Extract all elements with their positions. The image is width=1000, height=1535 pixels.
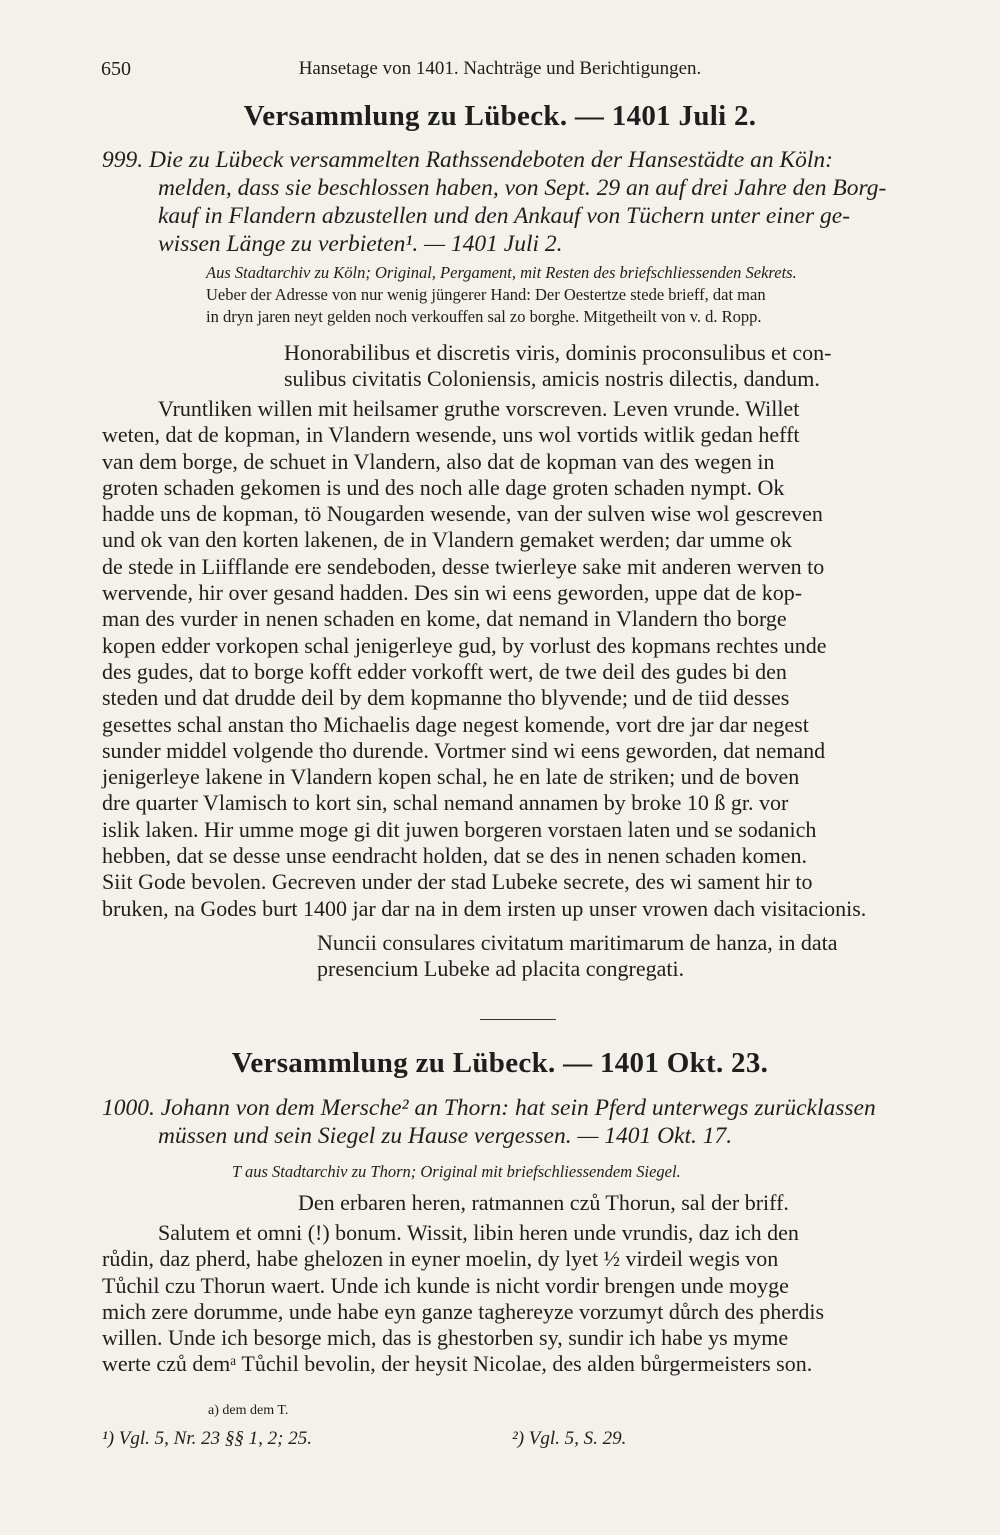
- regest-line: kauf in Flandern abzustellen und den Ankauf von Tüchern unter einer ge-: [158, 203, 851, 229]
- letter-body-1000: [102, 1220, 906, 1378]
- source-line: in dryn jaren neyt gelden noch verkouffen sal zo borghe. Mitgetheilt von v. d. Ropp.: [206, 307, 762, 326]
- body-line: sunder middel volgende tho durende. Vortmer sind wi eens geworden, dat nemand: [102, 737, 826, 763]
- body-line: kopen edder vorkopen schal jenigerleye gud, by vorlust des kopmans rechtes unde: [102, 632, 827, 658]
- body-line: Salutem et omni (!) bonum. Wissit, libin heren unde vrundis, daz ich den: [158, 1220, 799, 1245]
- body-line: steden und dat drudde deil by dem kopmanne tho blyvende; und de tiid desses: [102, 685, 790, 711]
- address-line: sulibus civitatis Coloniensis, amicis nostris dilectis, dandum.: [284, 366, 820, 392]
- body-line: groten schaden gekomen is und des noch alle dage groten schaden nympt. Ok: [102, 474, 785, 500]
- letter-body-999: [102, 396, 906, 922]
- source-line: Aus Stadtarchiv zu Köln; Original, Pergament, mit Resten des briefschliessenden Sekrets.: [206, 263, 797, 282]
- source-line: T aus Stadtarchiv zu Thorn; Original mit briefschliessendem Siegel.: [232, 1162, 681, 1181]
- address-999: [102, 340, 906, 393]
- body-line: willen. Unde ich besorge mich, das is ghestorben sy, sundir ich habe ys myme: [102, 1325, 789, 1351]
- footnote-2: ²) Vgl. 5, S. 29.: [512, 1428, 627, 1449]
- body-line: man des vurder in nenen schaden en kome, dat nemand in Vlandern tho borge: [102, 606, 787, 632]
- address-line: Den erbaren heren, ratmannen czů Thorun, sal der briff.: [298, 1190, 789, 1215]
- source-note-1000: [232, 1161, 906, 1183]
- running-title: Hansetage von 1401. Nachträge und Berichtigungen.: [298, 58, 702, 79]
- section-heading-2: Versammlung zu Lübeck. — 1401 Okt. 23.: [231, 1047, 769, 1079]
- body-line: weten, dat de kopman, in Vlandern wesende, uns wol vortids witlik gedan hefft: [102, 422, 800, 448]
- body-line: islik laken. Hir umme moge gi dit juwen borgeren vorstaen laten und se sodanich: [102, 816, 817, 842]
- body-line: hadde uns de kopman, tö Nougarden wesende, van der sulven wise wol gescreven: [102, 501, 823, 527]
- regest-line: wissen Länge zu verbieten¹. — 1401 Juli 2.: [158, 231, 563, 257]
- body-line: wervende, hir over gesand hadden. Des sin wi eens geworden, uppe dat de kop-: [102, 580, 803, 606]
- section-divider: [480, 1019, 556, 1020]
- body-line: Siit Gode bevolen. Gecreven under der stad Lubeke secrete, des wi sament hir to: [102, 869, 813, 895]
- body-line: Vruntliken willen mit heilsamer gruthe vorscreven. Leven vrunde. Willet: [158, 396, 800, 421]
- source-line: Ueber der Adresse von nur wenig jüngerer Hand: Der Oestertze stede brieff, dat man: [206, 285, 766, 304]
- body-line: gesettes schal anstan tho Michaelis dage negest komende, vort dre jar dar negest: [102, 711, 809, 737]
- footnote-a: a) dem dem T.: [208, 1403, 289, 1418]
- body-line: und ok van den korten lakenen, de in Vlandern gemaket werden; dar umme ok: [102, 527, 792, 553]
- closing-999: [102, 930, 906, 983]
- body-line: hebben, dat se desse unse eendracht holden, dat se des in nenen schaden komen.: [102, 843, 807, 869]
- address-line: Honorabilibus et discretis viris, dominis proconsulibus et con-: [284, 340, 832, 365]
- source-note-999: [206, 262, 906, 328]
- address-1000: [102, 1190, 906, 1216]
- body-line: růdin, daz pherd, habe ghelozen in eyner moelin, dy lyet ½ virdeil wegis von: [102, 1246, 779, 1272]
- footnote-1: ¹) Vgl. 5, Nr. 23 §§ 1, 2; 25.: [102, 1428, 312, 1449]
- page-number: 650: [101, 58, 131, 80]
- body-line: mich zere dorumme, unde habe eyn ganze taghereyze vorzumyt důrch des pherdis: [102, 1298, 825, 1324]
- body-line: bruken, na Godes burt 1400 jar dar na in dem irsten up unser vrowen dach visitacionis.: [102, 895, 867, 921]
- regest-line: müssen und sein Siegel zu Hause vergessen. — 1401 Okt. 17.: [158, 1123, 733, 1149]
- regest-line: 999. Die zu Lübeck versammelten Rathssendeboten der Hansestädte an Köln:: [102, 147, 833, 173]
- closing-line: presencium Lubeke ad placita congregati.: [317, 956, 685, 982]
- regest-1000: [102, 1094, 906, 1150]
- regest-line: melden, dass sie beschlossen haben, von Sept. 29 an auf drei Jahre den Borg-: [158, 175, 887, 201]
- closing-line: Nuncii consulares civitatum maritimarum de hanza, in data: [317, 930, 838, 955]
- body-line: dre quarter Vlamisch to kort sin, schal nemand annamen by broke 10 ß gr. vor: [102, 790, 789, 816]
- regest-line: 1000. Johann von dem Mersche² an Thorn: hat sein Pferd unterwegs zurücklassen: [102, 1095, 876, 1121]
- body-line: Tůchil czu Thorun waert. Unde ich kunde is nicht vordir brengen unde moyge: [102, 1272, 789, 1298]
- body-line: jenigerleye lakene in Vlandern kopen schal, he en late de striken; und de boven: [102, 764, 800, 790]
- section-heading-1: Versammlung zu Lübeck. — 1401 Juli 2.: [243, 100, 757, 132]
- body-line: des gudes, dat to borge kofft edder vorkofft wert, de twe deil des gudes bi den: [102, 658, 787, 684]
- body-line: werte czů demᵃ Tůchil bevolin, der heysit Nicolae, des alden bůrgermeisters son.: [102, 1351, 813, 1377]
- body-line: de stede in Liifflande ere sendeboden, desse twierleye sake mit anderen werven to: [102, 553, 825, 579]
- regest-999: [102, 146, 906, 258]
- body-line: van dem borge, de schuet in Vlandern, also dat de kopman van des wegen in: [102, 448, 775, 474]
